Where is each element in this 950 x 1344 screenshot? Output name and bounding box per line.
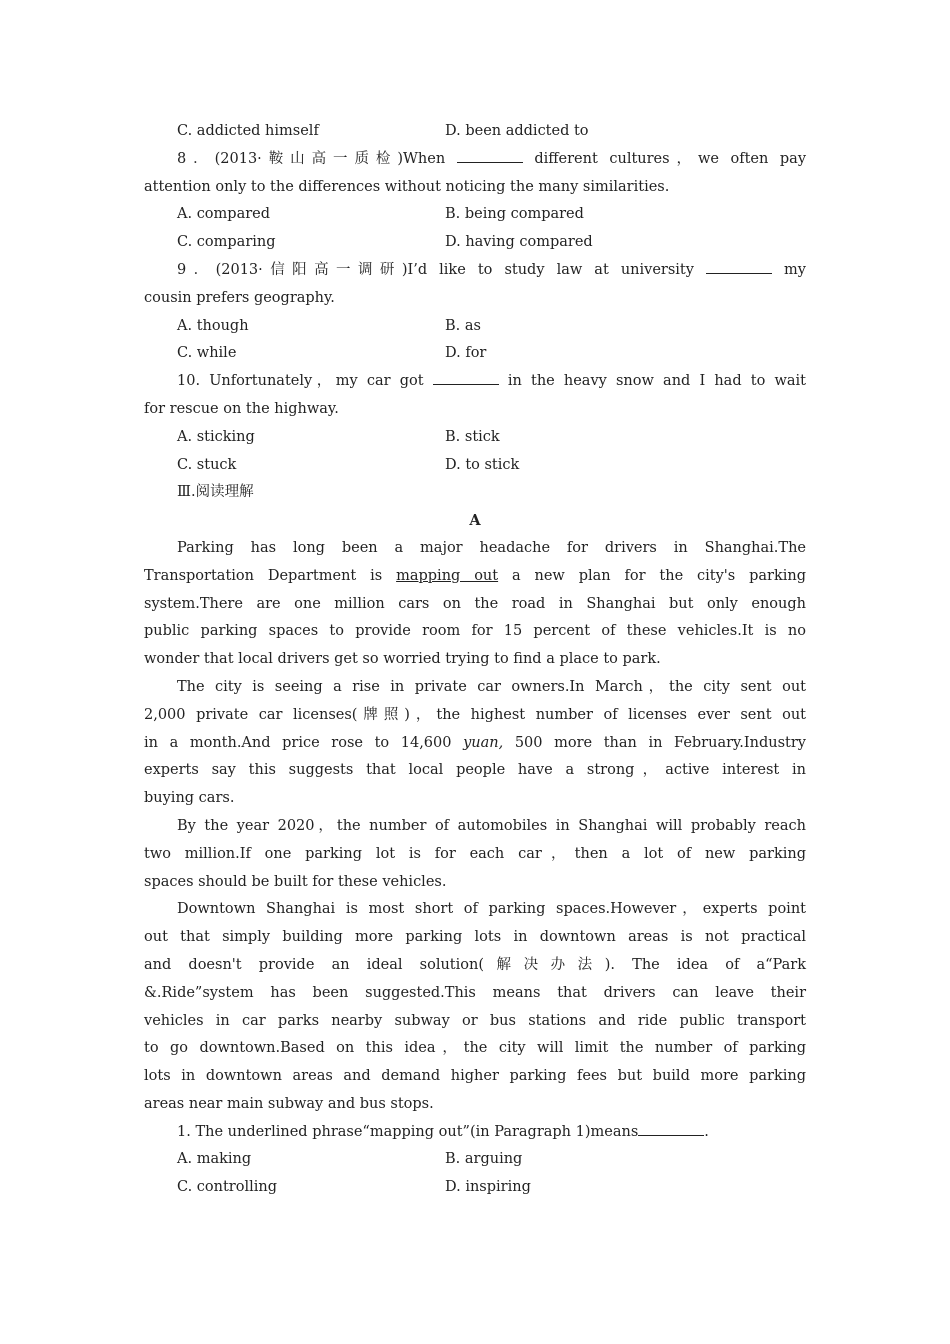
option-b: B. as (445, 317, 481, 334)
answer-blank (457, 148, 523, 163)
q8-options-ab (144, 201, 806, 229)
option-b: B. arguing (445, 1151, 523, 1168)
section-heading: Ⅲ.阅读理解 (177, 484, 254, 501)
p4-line2: out that simply building more parking lots in downtown areas is not practical (144, 929, 806, 946)
q8-stem-line2: attention only to the differences without noticing the many similarities. (144, 178, 670, 195)
p3-line2: two million.If one parking lot is for each car，then a lot of new parking (144, 845, 806, 862)
p4-line4: &.Ride”system has been suggested.This means that drivers can leave their (144, 984, 806, 1001)
p1-line2: Transportation Department is mapping out a new plan for the city's parking (144, 567, 807, 584)
option-a: A. compared (177, 206, 271, 223)
italic-word: yuan, (463, 734, 504, 751)
p3-line3: spaces should be built for these vehicles. (144, 873, 447, 890)
option-b: B. being compared (445, 206, 584, 223)
option-a: A. though (177, 317, 249, 334)
p4-line5: vehicles in car parks nearby subway or bus stations and ride public transport (144, 1012, 806, 1029)
option-d: D. inspiring (445, 1179, 531, 1196)
option-d: D. for (445, 345, 487, 362)
option-c: C. addicted himself (177, 123, 319, 139)
p4-line3: and doesn't provide an ideal solution(解决办法). The idea of a“Park (144, 956, 806, 973)
p1-line4: public parking spaces to provide room for 15 percent of these vehicles.It is no (144, 623, 806, 640)
p4-line8: areas near main subway and bus stops. (144, 1095, 434, 1112)
p4-line7: lots in downtown areas and demand higher parking fees but build more parking (144, 1068, 806, 1085)
p2-line1: The city is seeing a rise in private car owners.In March，the city sent out (177, 678, 806, 695)
p3-line1: By the year 2020，the number of automobiles in Shanghai will probably reach (177, 817, 806, 834)
option-c: C. controlling (177, 1179, 278, 1196)
answer-blank (638, 1121, 704, 1136)
q9-options-ab (144, 313, 806, 341)
p2-line3: in a month.And price rose to 14,600 yuan, 500 more than in February.Industry (144, 734, 806, 751)
option-a: A. sticking (177, 428, 255, 445)
p1-line3: system.There are one million cars on the road in Shanghai but only enough (144, 595, 806, 612)
option-d: D. to stick (445, 456, 520, 473)
q8-options-cd (144, 229, 806, 257)
answer-blank (706, 259, 772, 274)
q10-stem-line1: 10. Unfortunately，my car got in the heavy snow and I had to wait (144, 368, 806, 396)
option-a: A. making (177, 1151, 252, 1168)
p2-line4: experts say this suggests that local people have a strong，active interest in (144, 762, 806, 779)
p4-line1: Downtown Shanghai is most short of parking spaces.However，experts point (177, 901, 806, 918)
underlined-phrase: mapping out (396, 567, 499, 584)
q7-options-cd (144, 118, 806, 146)
q10-stem-line2: for rescue on the highway. (144, 400, 339, 417)
q10-options-cd (144, 452, 806, 480)
option-c: C. while (177, 345, 237, 362)
q10-options-ab (144, 424, 806, 452)
rq1-options-ab (144, 1146, 806, 1174)
q8-stem-line1: 8．(2013·鞍山高一质检)When different cultures，we often pay (144, 146, 806, 174)
option-c: C. stuck (177, 456, 237, 473)
passage-label: A (469, 512, 481, 530)
option-d: D. been addicted to (445, 123, 589, 139)
answer-blank (433, 370, 499, 385)
document-page (144, 118, 806, 1202)
rq1-options-cd (144, 1174, 806, 1202)
option-d: D. having compared (445, 234, 593, 251)
q9-stem-line2: cousin prefers geography. (144, 289, 335, 306)
rq1-stem: 1. The underlined phrase“mapping out”(in Paragraph 1)means . (144, 1119, 806, 1147)
q9-stem-line1: 9．(2013·信阳高一调研)I’d like to study law at university my (144, 257, 806, 285)
p2-line5: buying cars. (144, 790, 235, 807)
option-c: C. comparing (177, 234, 276, 251)
p1-line1: Parking has long been a major headache for drivers in Shanghai.The (177, 539, 806, 556)
p2-line2: 2,000 private car licenses(牌照)，the highest number of licenses ever sent out (144, 706, 806, 723)
p1-line5: wonder that local drivers get so worried trying to find a place to park. (144, 651, 661, 668)
q9-options-cd (144, 340, 806, 368)
p4-line6: to go downtown.Based on this idea，the city will limit the number of parking (144, 1040, 806, 1057)
option-b: B. stick (445, 428, 500, 445)
